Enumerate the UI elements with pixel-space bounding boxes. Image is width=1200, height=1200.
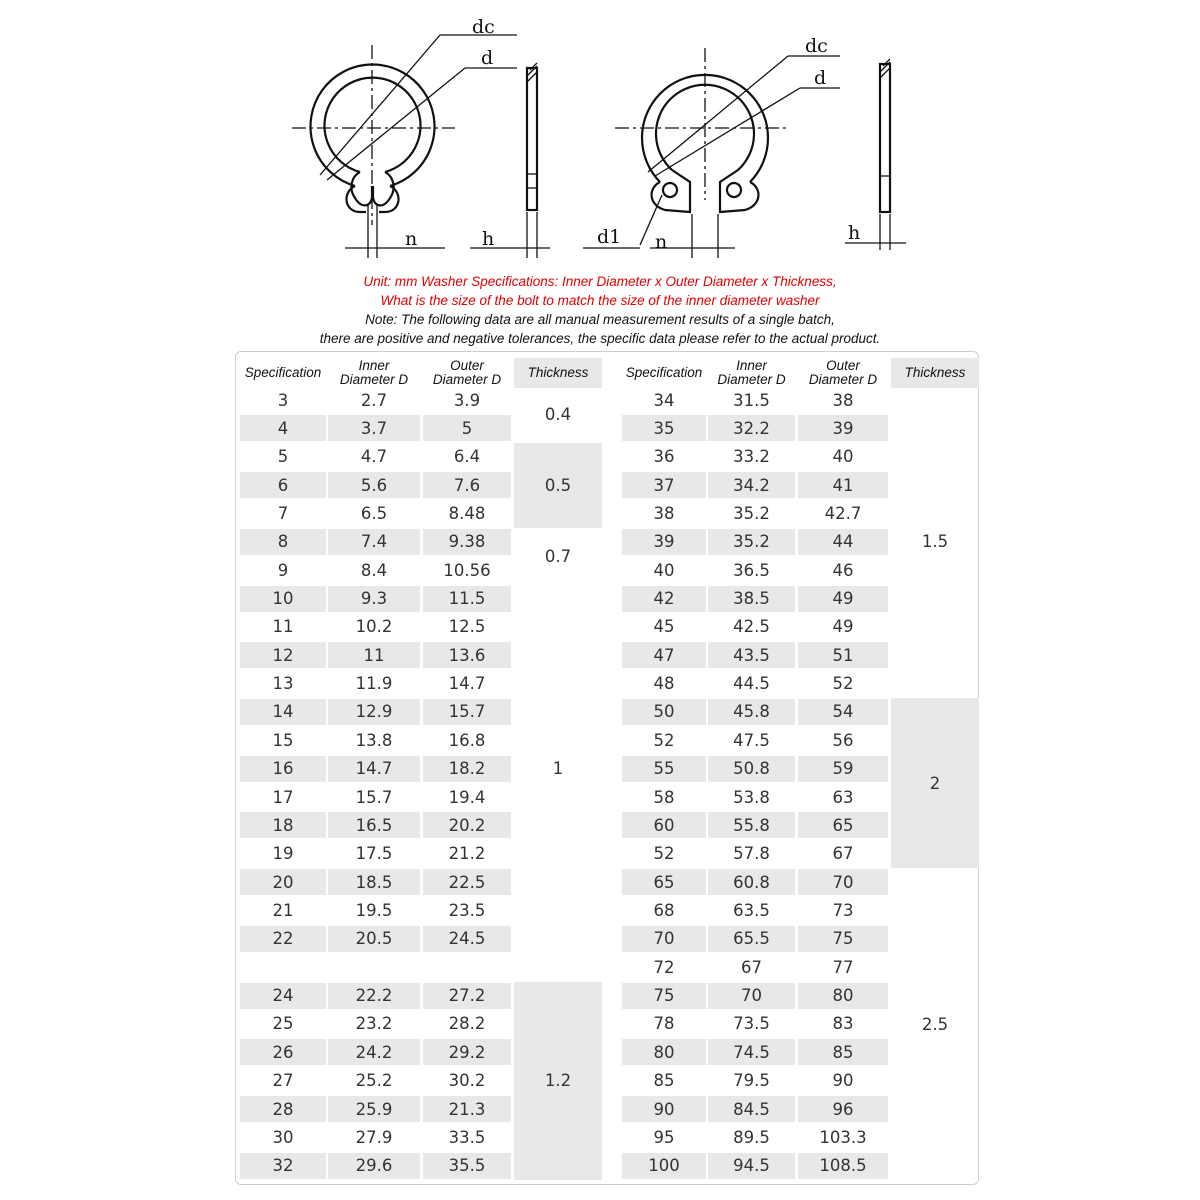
inner-diameter-cell: 13.8	[355, 730, 393, 750]
outer-diameter-cell: 8.48	[448, 503, 486, 523]
outer-diameter-cell: 44	[798, 529, 888, 555]
inner-diameter-cell: 50.8	[708, 756, 795, 782]
right-n-label: n	[655, 231, 668, 253]
right-d1-label: d1	[597, 226, 622, 248]
spec-cell: 3	[277, 390, 289, 410]
measurement-note: Note: The following data are all manual measurement results of a single batch,	[365, 312, 835, 327]
outer-diameter-cell: 41	[798, 472, 888, 498]
spec-cell: 20	[240, 869, 326, 895]
inner-diameter-cell: 43.5	[708, 642, 795, 668]
outer-diameter-cell: 5	[423, 415, 511, 441]
spec-cell: 30	[272, 1127, 294, 1147]
header-specification-line: Specification	[625, 365, 703, 380]
inner-diameter-cell: 27.9	[355, 1127, 393, 1147]
inner-diameter-cell: 2.7	[360, 390, 388, 410]
inner-diameter-cell: 84.5	[708, 1096, 795, 1122]
inner-diameter-cell: 7.4	[328, 529, 420, 555]
spec-cell: 75	[622, 983, 706, 1009]
spec-cell: 72	[653, 957, 675, 977]
spec-cell: 58	[653, 787, 675, 807]
outer-diameter-cell: 56	[832, 730, 854, 750]
spec-cell: 85	[653, 1071, 675, 1091]
spec-cell: 22	[240, 926, 326, 952]
spec-cell: 27	[272, 1071, 294, 1091]
outer-diameter-cell: 80	[798, 983, 888, 1009]
spec-cell: 42	[622, 586, 706, 612]
spec-cell: 50	[622, 699, 706, 725]
right-h-label: h	[848, 222, 861, 244]
outer-diameter-cell: 35.5	[423, 1153, 511, 1179]
header-inner-diameter-line: Inner	[358, 358, 390, 373]
inner-diameter-cell: 44.5	[733, 674, 770, 694]
outer-diameter-cell: 59	[798, 756, 888, 782]
outer-diameter-cell: 33.5	[448, 1127, 486, 1147]
spec-cell: 45	[653, 617, 675, 637]
spec-cell: 48	[653, 674, 675, 694]
inner-diameter-cell: 70	[708, 983, 795, 1009]
inner-diameter-cell: 23.2	[355, 1014, 393, 1034]
outer-diameter-cell: 83	[832, 1014, 854, 1034]
outer-diameter-cell: 70	[798, 869, 888, 895]
spec-cell: 39	[622, 529, 706, 555]
outer-diameter-cell: 42.7	[824, 503, 862, 523]
spec-cell: 34	[653, 390, 675, 410]
spec-cell: 68	[653, 900, 675, 920]
outer-diameter-cell: 22.5	[423, 869, 511, 895]
spec-cell	[240, 954, 326, 980]
outer-diameter-cell: 85	[798, 1039, 888, 1065]
inner-diameter-cell: 15.7	[355, 787, 393, 807]
inner-diameter-cell: 14.7	[328, 756, 420, 782]
inner-diameter-cell: 35.2	[708, 529, 795, 555]
spec-cell: 14	[240, 699, 326, 725]
left-dc-label: dc	[472, 16, 495, 38]
left-d-label: d	[481, 47, 494, 69]
inner-diameter-cell: 19.5	[355, 900, 393, 920]
outer-diameter-cell: 103.3	[819, 1127, 867, 1147]
inner-diameter-cell: 32.2	[708, 415, 795, 441]
spec-cell: 100	[622, 1153, 706, 1179]
outer-diameter-cell: 21.3	[423, 1096, 511, 1122]
outer-diameter-cell: 54	[798, 699, 888, 725]
inner-diameter-cell: 63.5	[733, 900, 770, 920]
spec-cell: 25	[272, 1014, 294, 1034]
outer-diameter-cell: 39	[798, 415, 888, 441]
spec-cell: 21	[272, 900, 294, 920]
header-outer-diameter	[798, 358, 888, 388]
spec-cell: 5	[277, 447, 289, 467]
header-outer-diameter-line: Outer	[826, 358, 860, 373]
inner-diameter-cell: 67	[741, 957, 762, 977]
spec-cell: 52	[653, 730, 675, 750]
outer-diameter-cell: 3.9	[453, 390, 481, 410]
unit-note: Unit: mm Washer Specifications: Inner Diameter x Outer Diameter x Thickness,	[363, 274, 837, 289]
inner-diameter-cell: 65.5	[708, 926, 795, 952]
thickness-group-cell: 1	[552, 759, 564, 779]
outer-diameter-cell: 46	[832, 560, 854, 580]
spec-cell: 37	[622, 472, 706, 498]
header-outer-diameter-line: Outer	[450, 358, 484, 373]
outer-diameter-cell: 23.5	[448, 900, 486, 920]
right-d-label: d	[814, 67, 827, 89]
right-dc-label: dc	[805, 35, 828, 57]
outer-diameter-cell: 52	[832, 674, 854, 694]
spec-cell: 65	[622, 869, 706, 895]
header-inner-diameter-line: Diameter D	[339, 372, 409, 387]
outer-diameter-cell: 29.2	[423, 1039, 511, 1065]
header-inner-diameter-line: Diameter D	[717, 372, 786, 387]
thickness-group-cell: 1.2	[514, 982, 602, 1181]
outer-diameter-cell: 18.2	[423, 756, 511, 782]
inner-diameter-cell: 20.5	[328, 926, 420, 952]
specification-notes	[0, 272, 1200, 348]
spec-cell: 80	[622, 1039, 706, 1065]
inner-diameter-cell: 3.7	[328, 415, 420, 441]
inner-diameter-cell: 60.8	[708, 869, 795, 895]
outer-diameter-cell: 73	[832, 900, 854, 920]
outer-diameter-cell: 40	[832, 447, 854, 467]
outer-diameter-cell	[423, 954, 511, 980]
outer-diameter-cell: 96	[798, 1096, 888, 1122]
thickness-group-cell	[514, 953, 602, 981]
left-n-label: n	[405, 228, 418, 250]
inner-diameter-cell	[328, 954, 420, 980]
thickness-group-cell: 2	[891, 698, 979, 868]
header-specification-line: Specification	[244, 365, 322, 380]
inner-diameter-cell: 53.8	[733, 787, 770, 807]
spec-cell: 6	[240, 472, 326, 498]
spec-cell: 24	[240, 983, 326, 1009]
inner-diameter-cell: 35.2	[733, 503, 770, 523]
header-outer-diameter	[423, 358, 511, 388]
outer-diameter-cell: 51	[798, 642, 888, 668]
outer-diameter-cell: 38	[832, 390, 854, 410]
outer-diameter-cell: 63	[832, 787, 854, 807]
inner-diameter-cell: 94.5	[708, 1153, 795, 1179]
spec-cell: 52	[653, 844, 675, 864]
outer-diameter-cell: 7.6	[423, 472, 511, 498]
outer-diameter-cell: 12.5	[448, 617, 486, 637]
header-inner-diameter	[708, 358, 795, 388]
spec-cell: 9	[277, 560, 289, 580]
outer-diameter-cell: 11.5	[423, 586, 511, 612]
inner-diameter-cell: 24.2	[328, 1039, 420, 1065]
washer-drawings	[0, 0, 1200, 270]
inner-diameter-cell: 34.2	[708, 472, 795, 498]
spec-cell: 47	[622, 642, 706, 668]
inner-diameter-cell: 11	[328, 642, 420, 668]
outer-diameter-cell: 67	[832, 844, 854, 864]
header-thickness	[514, 358, 602, 388]
outer-diameter-cell: 27.2	[423, 983, 511, 1009]
spec-cell: 11	[272, 617, 294, 637]
spec-cell: 28	[240, 1096, 326, 1122]
thickness-group-cell: 0.4	[544, 404, 572, 424]
inner-diameter-cell: 74.5	[708, 1039, 795, 1065]
outer-diameter-cell: 30.2	[448, 1071, 486, 1091]
outer-diameter-cell: 28.2	[448, 1014, 486, 1034]
spec-cell: 8	[240, 529, 326, 555]
inner-diameter-cell: 18.5	[328, 869, 420, 895]
header-inner-diameter	[328, 358, 420, 388]
inner-diameter-cell: 10.2	[355, 617, 393, 637]
inner-diameter-cell: 9.3	[328, 586, 420, 612]
inner-diameter-cell: 79.5	[733, 1071, 770, 1091]
spec-cell: 13	[272, 674, 294, 694]
technical-drawing	[0, 0, 1200, 270]
spec-table	[235, 351, 979, 1185]
spec-cell: 17	[272, 787, 294, 807]
outer-diameter-cell: 9.38	[423, 529, 511, 555]
spec-cell: 12	[240, 642, 326, 668]
thickness-group-cell: 2.5	[921, 1014, 949, 1034]
inner-diameter-cell: 55.8	[708, 812, 795, 838]
spec-cell: 36	[653, 447, 675, 467]
spec-cell: 15	[272, 730, 294, 750]
left-lug-hole	[663, 183, 677, 197]
outer-diameter-cell: 15.7	[423, 699, 511, 725]
inner-diameter-cell: 5.6	[328, 472, 420, 498]
inner-diameter-cell: 47.5	[733, 730, 770, 750]
header-thickness-line: Thickness	[527, 365, 589, 380]
outer-diameter-cell: 10.56	[443, 560, 491, 580]
outer-diameter-cell: 20.2	[423, 812, 511, 838]
outer-diameter-cell: 75	[798, 926, 888, 952]
spec-cell: 4	[240, 415, 326, 441]
outer-diameter-cell: 77	[832, 957, 854, 977]
spec-cell: 16	[240, 756, 326, 782]
inner-diameter-cell: 4.7	[360, 447, 388, 467]
header-specification	[240, 358, 326, 388]
header-outer-diameter-line: Diameter D	[432, 372, 502, 387]
outer-diameter-cell: 24.5	[423, 926, 511, 952]
inner-diameter-cell: 16.5	[328, 812, 420, 838]
outer-diameter-cell: 108.5	[798, 1153, 888, 1179]
spec-cell: 90	[622, 1096, 706, 1122]
outer-diameter-cell: 49	[832, 617, 854, 637]
outer-diameter-cell: 21.2	[448, 844, 486, 864]
spec-cell: 60	[622, 812, 706, 838]
inner-diameter-cell: 6.5	[360, 503, 388, 523]
inner-diameter-cell: 17.5	[355, 844, 393, 864]
outer-diameter-cell: 13.6	[423, 642, 511, 668]
spec-cell: 35	[622, 415, 706, 441]
inner-diameter-cell: 25.2	[355, 1071, 393, 1091]
inner-diameter-cell: 73.5	[733, 1014, 770, 1034]
inner-diameter-cell: 45.8	[708, 699, 795, 725]
inner-diameter-cell: 33.2	[733, 447, 770, 467]
inner-diameter-cell: 12.9	[328, 699, 420, 725]
outer-diameter-cell: 6.4	[453, 447, 481, 467]
header-outer-diameter-line: Diameter D	[808, 372, 878, 387]
inner-diameter-cell: 57.8	[733, 844, 770, 864]
inner-diameter-cell: 8.4	[360, 560, 388, 580]
inner-diameter-cell: 89.5	[733, 1127, 770, 1147]
thickness-group-cell: 0.5	[514, 443, 602, 528]
left-h-label: h	[482, 228, 495, 250]
thickness-group-cell: 0.7	[544, 546, 572, 566]
inner-diameter-cell: 36.5	[733, 560, 770, 580]
header-thickness-line: Thickness	[904, 365, 966, 380]
outer-diameter-cell: 90	[832, 1071, 854, 1091]
spec-cell: 19	[272, 844, 294, 864]
spec-cell: 10	[240, 586, 326, 612]
inner-diameter-cell: 38.5	[708, 586, 795, 612]
outer-diameter-cell: 16.8	[448, 730, 486, 750]
spec-cell: 26	[240, 1039, 326, 1065]
spec-cell: 7	[277, 503, 289, 523]
outer-diameter-cell: 49	[798, 586, 888, 612]
spec-cell: 18	[240, 812, 326, 838]
inner-diameter-cell: 42.5	[733, 617, 770, 637]
outer-diameter-cell: 14.7	[448, 674, 486, 694]
spec-cell: 40	[653, 560, 675, 580]
inner-diameter-cell: 31.5	[733, 390, 770, 410]
spec-cell: 55	[622, 756, 706, 782]
outer-diameter-cell: 65	[798, 812, 888, 838]
inner-diameter-cell: 29.6	[328, 1153, 420, 1179]
spec-cell: 78	[653, 1014, 675, 1034]
spec-cell: 95	[653, 1127, 675, 1147]
header-specification	[622, 358, 706, 388]
inner-diameter-cell: 25.9	[328, 1096, 420, 1122]
tolerance-note: there are positive and negative tolerances, the specific data please refer to the actual product.	[319, 331, 881, 346]
spec-cell: 38	[653, 503, 675, 523]
inner-diameter-cell: 22.2	[328, 983, 420, 1009]
thickness-group-cell: 1.5	[921, 532, 949, 552]
right-lug-hole	[727, 183, 741, 197]
header-thickness	[891, 358, 979, 388]
outer-diameter-cell: 19.4	[448, 787, 486, 807]
bolt-match-note: What is the size of the bolt to match the size of the inner diameter washer	[380, 293, 820, 308]
header-inner-diameter-line: Inner	[736, 358, 767, 373]
spec-cell: 32	[240, 1153, 326, 1179]
inner-diameter-cell: 11.9	[355, 674, 393, 694]
spec-cell: 70	[622, 926, 706, 952]
